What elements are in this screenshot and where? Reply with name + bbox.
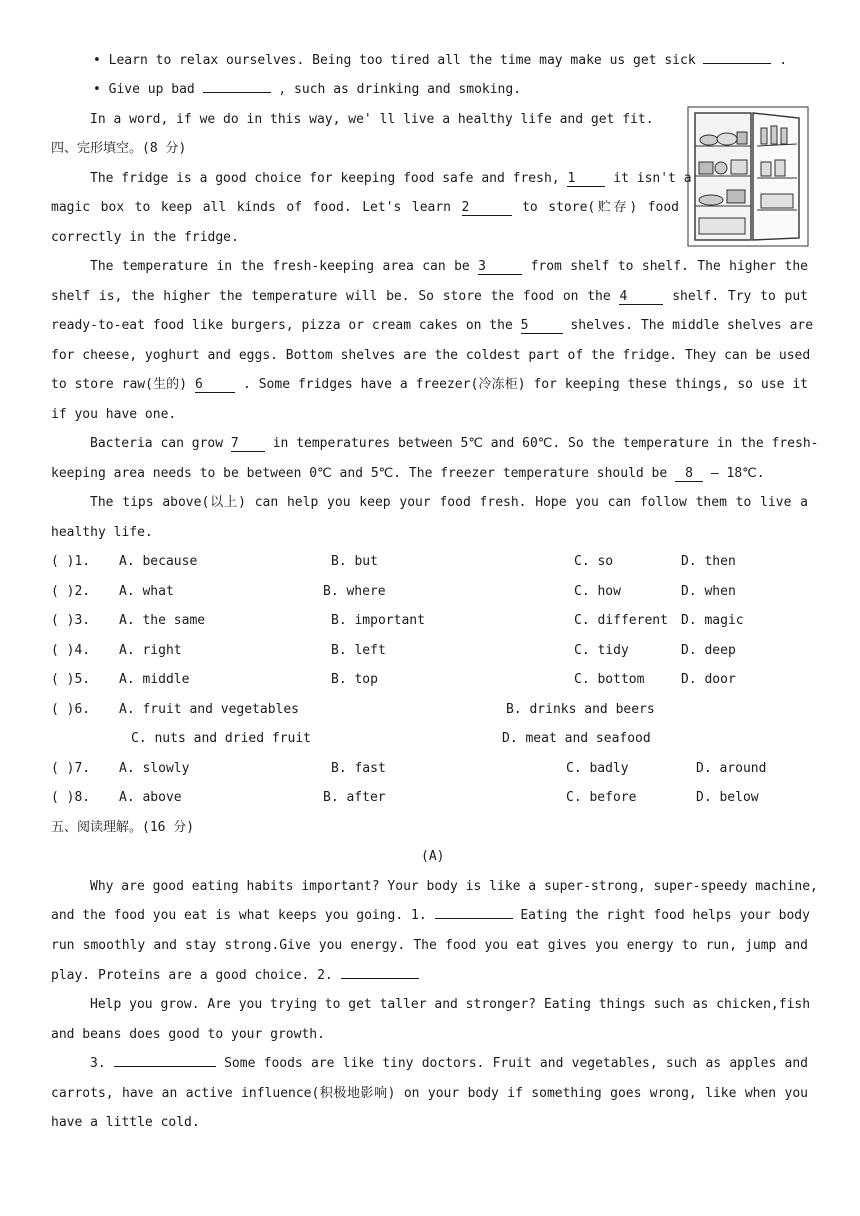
option-c[interactable]: C. different bbox=[574, 613, 668, 628]
bullet-text: Give up bad bbox=[108, 82, 203, 97]
option-c[interactable]: C. nuts and dried fruit bbox=[131, 731, 312, 746]
option-d[interactable]: D. door bbox=[681, 672, 736, 687]
cloze-p2-line4: for cheese, yoghurt and eggs. Bottom shelves are the coldest part of the fridge. They can be used bbox=[51, 348, 811, 363]
reading-p1-line2: and the food you eat is what keeps you going. 1. Eating the right food helps your body bbox=[51, 908, 810, 923]
section-heading-reading: 五、阅读理解。(16 分) bbox=[51, 820, 195, 835]
bullet-dot: • bbox=[93, 82, 101, 97]
fridge-illustration bbox=[687, 106, 809, 247]
option-c[interactable]: C. how bbox=[574, 584, 621, 599]
option-b[interactable]: B. important bbox=[331, 613, 425, 628]
bullet-dot: • bbox=[93, 53, 101, 68]
question-number[interactable]: ( )6. bbox=[51, 702, 91, 717]
cloze-blank-3[interactable]: 3 bbox=[478, 259, 522, 275]
reading-blank-1[interactable] bbox=[435, 918, 513, 919]
reading-p3-line1: 3. Some foods are like tiny doctors. Fruit and vegetables, such as apples and bbox=[90, 1056, 808, 1071]
reading-p1-line4: play. Proteins are a good choice. 2. bbox=[51, 967, 419, 985]
answer-blank[interactable] bbox=[703, 63, 771, 64]
option-a[interactable]: A. because bbox=[119, 554, 198, 569]
cloze-p1-line2: magic box to keep all kinds of food. Let's learn 2 to store(贮存) food bbox=[51, 200, 679, 215]
cloze-p1-line1: The fridge is a good choice for keeping food safe and fresh, 1 it isn't a bbox=[90, 171, 692, 186]
cloze-blank-1[interactable]: 1 bbox=[567, 171, 605, 187]
option-b[interactable]: B. where bbox=[323, 584, 386, 599]
cloze-p2-line6: if you have one. bbox=[51, 407, 177, 422]
cloze-p3-line1: Bacteria can grow 7 in temperatures between 5℃ and 60℃. So the temperature in the fresh- bbox=[90, 436, 819, 451]
question-number[interactable]: ( )8. bbox=[51, 790, 91, 805]
reading-p3-line2: carrots, have an active influence(积极地影响) on your body if something goes wrong, like when you bbox=[51, 1086, 808, 1101]
option-c[interactable]: C. badly bbox=[566, 761, 629, 776]
question-number[interactable]: ( )3. bbox=[51, 613, 91, 628]
option-a[interactable]: A. slowly bbox=[119, 761, 190, 776]
cloze-p4-line2: healthy life. bbox=[51, 525, 153, 540]
cloze-p3-line2: keeping area needs to be between 0℃ and 5℃. The freezer temperature should be 8 — 18℃. bbox=[51, 466, 765, 481]
option-c[interactable]: C. bottom bbox=[574, 672, 645, 687]
option-a[interactable]: A. what bbox=[119, 584, 174, 599]
question-number[interactable]: ( )1. bbox=[51, 554, 91, 569]
option-b[interactable]: B. drinks and beers bbox=[506, 702, 655, 717]
bullet-item-bad-habits: • Give up bad , such as drinking and smoking. bbox=[93, 82, 522, 97]
option-d[interactable]: D. meat and seafood bbox=[502, 731, 651, 746]
option-a[interactable]: A. fruit and vegetables bbox=[119, 702, 300, 717]
option-a[interactable]: A. the same bbox=[119, 613, 206, 628]
option-d[interactable]: D. below bbox=[696, 790, 759, 805]
reading-p1-line1: Why are good eating habits important? Your body is like a super-strong, super-speedy machine, bbox=[90, 879, 818, 894]
cloze-p4-line1: The tips above(以上) can help you keep your food fresh. Hope you can follow them to live a bbox=[90, 495, 808, 510]
option-d[interactable]: D. magic bbox=[681, 613, 744, 628]
question-number[interactable]: ( )2. bbox=[51, 584, 91, 599]
cloze-blank-2[interactable]: 2 bbox=[462, 200, 512, 216]
reading-p3-line3: have a little cold. bbox=[51, 1115, 200, 1130]
passage-label: (A) bbox=[421, 849, 445, 864]
reading-p2-line1: Help you grow. Are you trying to get taller and stronger? Eating things such as chicken,fish bbox=[90, 997, 811, 1012]
option-c[interactable]: C. so bbox=[574, 554, 614, 569]
option-b[interactable]: B. after bbox=[323, 790, 386, 805]
cloze-blank-6[interactable]: 6 bbox=[195, 377, 235, 393]
answer-blank[interactable] bbox=[203, 92, 271, 93]
reading-p2-line2: and beans does good to your growth. bbox=[51, 1027, 325, 1042]
question-number[interactable]: ( )5. bbox=[51, 672, 91, 687]
option-a[interactable]: A. right bbox=[119, 643, 182, 658]
cloze-p2-line2: shelf is, the higher the temperature will be. So store the food on the 4 shelf. Try to put bbox=[51, 289, 808, 304]
bullet-text: Learn to relax ourselves. Being too tired all the time may make us get sick bbox=[108, 53, 704, 68]
option-b[interactable]: B. but bbox=[331, 554, 378, 569]
option-b[interactable]: B. top bbox=[331, 672, 378, 687]
question-number[interactable]: ( )7. bbox=[51, 761, 91, 776]
cloze-blank-5[interactable]: 5 bbox=[521, 318, 563, 334]
option-b[interactable]: B. left bbox=[331, 643, 386, 658]
option-d[interactable]: D. when bbox=[681, 584, 736, 599]
option-d[interactable]: D. then bbox=[681, 554, 736, 569]
cloze-p2-line1: The temperature in the fresh-keeping area can be 3 from shelf to shelf. The higher the bbox=[90, 259, 808, 274]
option-c[interactable]: C. before bbox=[566, 790, 637, 805]
cloze-p2-line3: ready-to-eat food like burgers, pizza or cream cakes on the 5 shelves. The middle shelves are bbox=[51, 318, 814, 333]
option-a[interactable]: A. middle bbox=[119, 672, 190, 687]
option-d[interactable]: D. deep bbox=[681, 643, 736, 658]
section-heading-cloze: 四、完形填空。(8 分) bbox=[51, 141, 187, 156]
option-c[interactable]: C. tidy bbox=[574, 643, 629, 658]
reading-blank-2[interactable] bbox=[341, 978, 419, 979]
option-a[interactable]: A. above bbox=[119, 790, 182, 805]
option-b[interactable]: B. fast bbox=[331, 761, 386, 776]
cloze-blank-4[interactable]: 4 bbox=[619, 289, 663, 305]
reading-blank-3[interactable] bbox=[114, 1066, 216, 1067]
reading-p1-line3: run smoothly and stay strong.Give you energy. The food you eat gives you energy to run, jump and bbox=[51, 938, 808, 953]
cloze-blank-7[interactable]: 7 bbox=[231, 436, 265, 452]
conclusion-text: In a word, if we do in this way, we' ll live a healthy life and get fit. bbox=[90, 112, 654, 127]
cloze-p2-line5: to store raw(生的) 6 . Some fridges have a freezer(冷冻柜) for keeping these things, so use it bbox=[51, 377, 808, 392]
question-number[interactable]: ( )4. bbox=[51, 643, 91, 658]
cloze-blank-8[interactable]: 8 bbox=[675, 466, 703, 482]
bullet-item-relax: • Learn to relax ourselves. Being too tired all the time may make us get sick . bbox=[93, 53, 788, 68]
cloze-p1-line3: correctly in the fridge. bbox=[51, 230, 239, 245]
option-d[interactable]: D. around bbox=[696, 761, 767, 776]
